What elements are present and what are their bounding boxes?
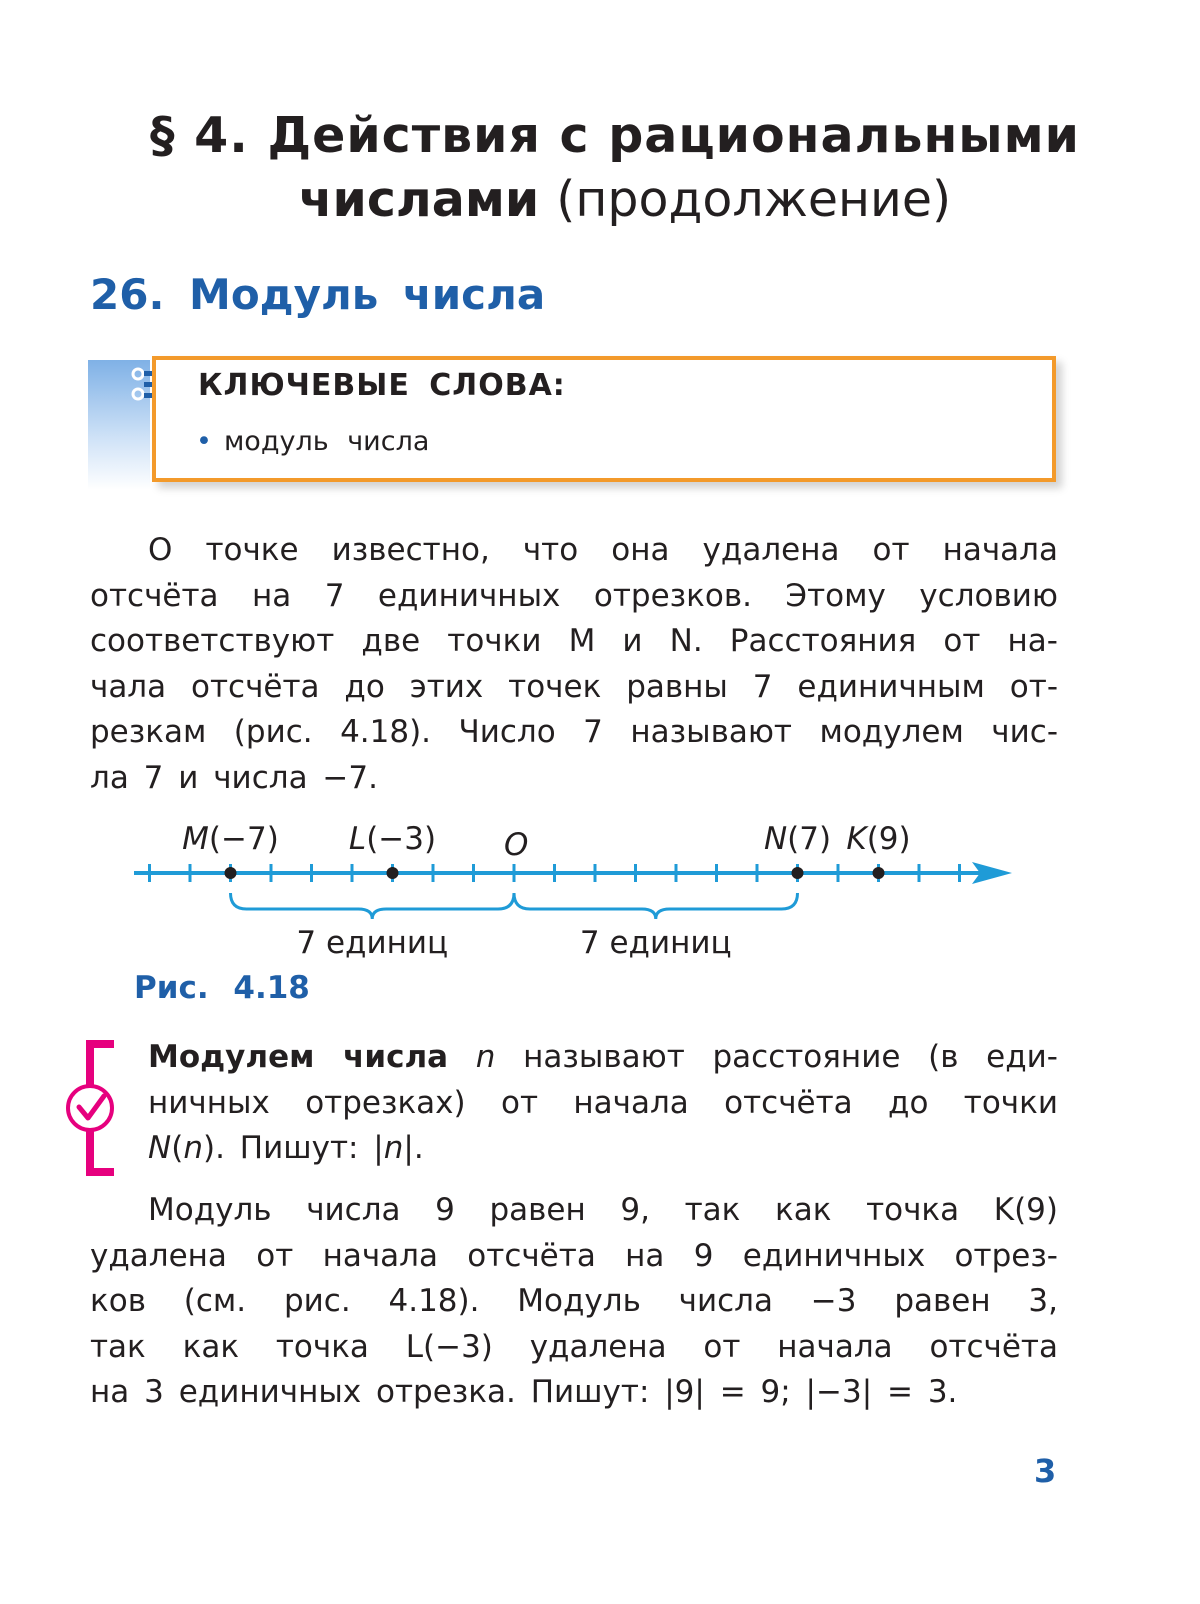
bullet-icon: • bbox=[196, 426, 212, 457]
point-M bbox=[225, 867, 237, 879]
distance-braces bbox=[231, 893, 798, 919]
definition-text bbox=[148, 1035, 1058, 1172]
definition-term: Модулем числа bbox=[148, 1039, 449, 1075]
text-line: Модуль числа 9 равен 9, так как точка K(9) bbox=[148, 1192, 1058, 1228]
text-line: О точке известно, что она удалена от начала bbox=[148, 532, 1058, 568]
page-number: 3 bbox=[1034, 1452, 1057, 1490]
number-line-figure bbox=[0, 800, 1200, 980]
paragraph-intro bbox=[90, 528, 1058, 801]
text-line: удалена от начала отсчёта на 9 единичных отрез- bbox=[90, 1237, 1058, 1274]
chapter-title-line2 bbox=[150, 168, 1080, 232]
definition-arg: n bbox=[183, 1130, 203, 1166]
text-line: соответствуют две точки M и N. Расстояния от на- bbox=[90, 623, 1058, 659]
origin-label: O bbox=[504, 827, 529, 863]
definition-var: n bbox=[475, 1039, 496, 1075]
definition-point: N bbox=[148, 1130, 172, 1166]
section-title: 26. Модуль числа bbox=[90, 270, 546, 319]
brace-label: 7 единиц bbox=[296, 925, 449, 961]
figure-caption: Рис. 4.18 bbox=[134, 970, 310, 1006]
definition-notation: ). Пишут: bbox=[202, 1130, 359, 1166]
definition-rest: называют расстояние (в еди- bbox=[523, 1039, 1058, 1075]
chapter-title-continuation: (продолжение) bbox=[556, 171, 952, 228]
text-line: ла 7 и числа −7. bbox=[90, 759, 378, 796]
text-line: ков (см. рис. 4.18). Модуль числа −3 равен 3, bbox=[90, 1283, 1058, 1319]
chapter-title bbox=[150, 104, 1080, 232]
text-line: чала отсчёта до этих точек равны 7 единичным от- bbox=[90, 668, 1058, 705]
chapter-title-bold: числами bbox=[298, 171, 540, 228]
text-line: отсчёта на 7 единичных отрезков. Этому условию bbox=[90, 577, 1058, 614]
keywords-title: КЛЮЧЕВЫЕ СЛОВА: bbox=[198, 368, 566, 403]
brace-label: 7 единиц bbox=[579, 925, 732, 961]
chapter-title-line1: § 4. Действия с рациональными bbox=[150, 107, 1080, 164]
text-line: так как точка L(−3) удалена от начала отсчёта bbox=[90, 1328, 1058, 1365]
point-L bbox=[387, 867, 399, 879]
point-label-L: L(−3) bbox=[348, 821, 437, 857]
definition-abs: n bbox=[383, 1130, 404, 1166]
definition-marker bbox=[64, 1040, 126, 1176]
keyword-item bbox=[196, 426, 429, 457]
point-label-M: M(−7) bbox=[182, 821, 279, 857]
keywords-box bbox=[152, 356, 1056, 482]
number-line-labels bbox=[182, 821, 910, 857]
text-line: на 3 единичных отрезка. Пишут: |9| = 9; |−3| = 3. bbox=[90, 1374, 958, 1410]
text-line: ничных отрезках) от начала отсчёта до точки bbox=[148, 1084, 1058, 1121]
keyword-text: модуль числа bbox=[223, 426, 430, 457]
point-K bbox=[873, 867, 885, 879]
brace bbox=[514, 893, 798, 919]
paragraph-examples bbox=[90, 1188, 1058, 1416]
text-line: N(n). Пишут: |n|. bbox=[148, 1130, 424, 1166]
brace bbox=[231, 893, 515, 919]
text-line: резкам (рис. 4.18). Число 7 называют модулем чис- bbox=[90, 714, 1058, 750]
point-N bbox=[792, 867, 804, 879]
text-line bbox=[148, 1035, 1058, 1081]
point-label-K: K(9) bbox=[846, 821, 911, 857]
point-label-N: N(7) bbox=[763, 821, 832, 857]
